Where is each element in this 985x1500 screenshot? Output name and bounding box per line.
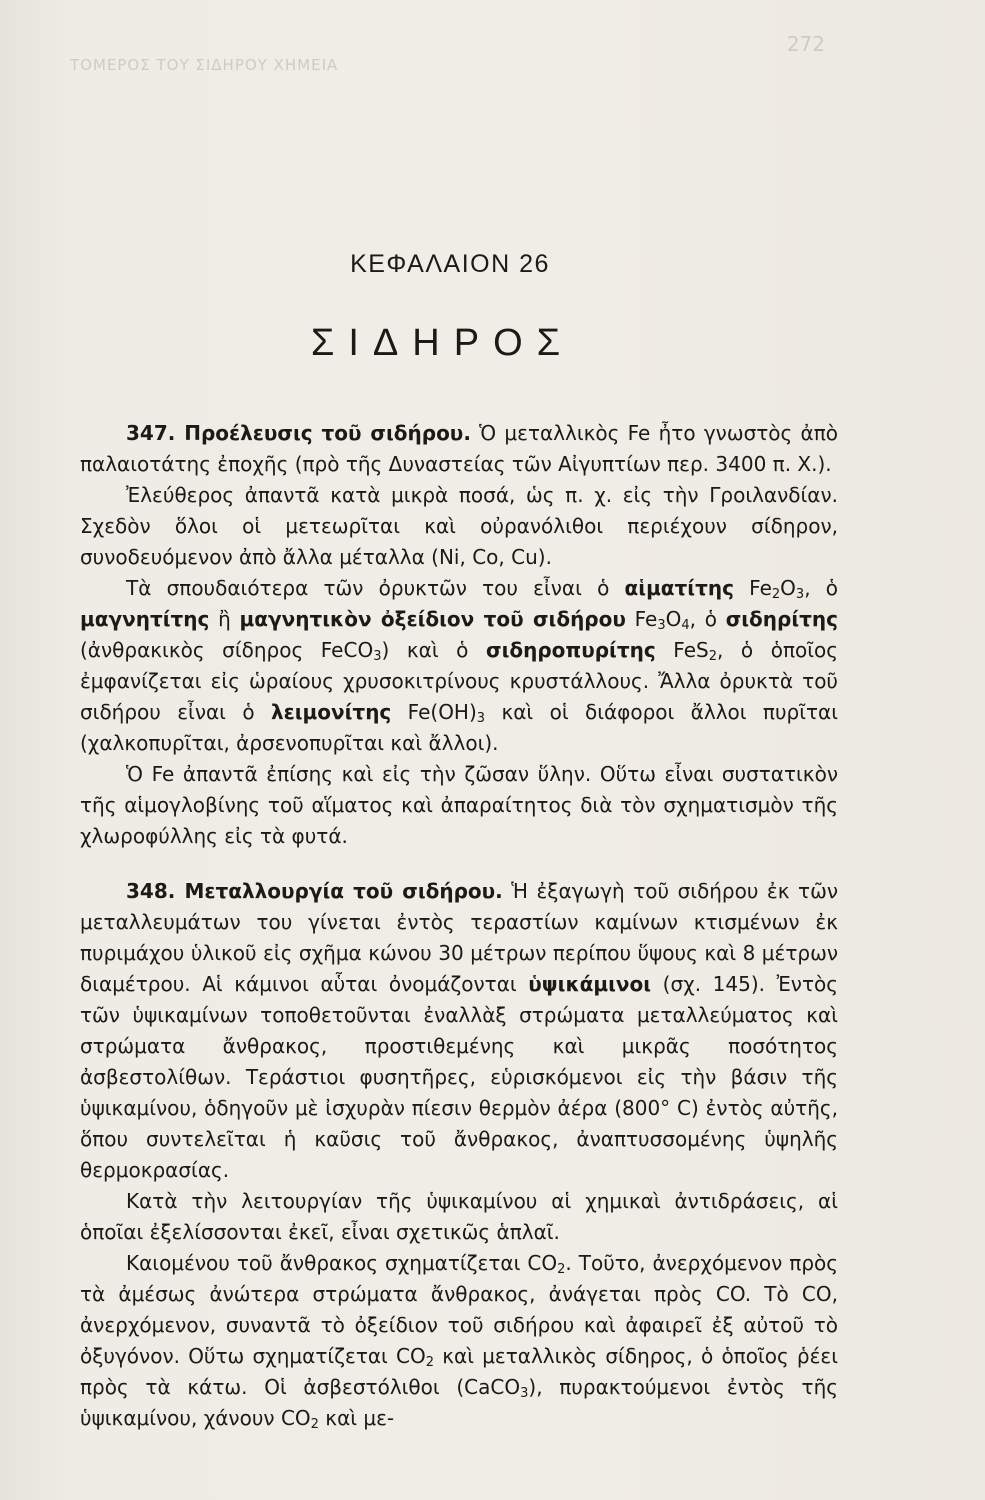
page-title: ΣΙΔΗΡΟΣ (310, 322, 575, 364)
text-run: Τὰ σπουδαιότερα τῶν ὀρυκτῶν του εἶναι ὁ (126, 576, 625, 600)
body-text (80, 418, 838, 1434)
text-run: καὶ μεταλλικὸς σίδηρος, ὁ ὁποῖος ῥέει πρὸς τὰ κάτω. Οἱ ἀσβεστόλιθοι (CaCO (80, 1344, 839, 1399)
subscript: 3 (795, 587, 805, 602)
chapter-heading: ΚΕΦΑΛΑΙΟΝ 26 (350, 250, 550, 278)
text-run: Ἡ ἐξαγωγὴ τοῦ σιδήρου ἐκ τῶν μεταλλευμάτων του γίνεται ἐντὸς τεραστίων καμίνων κτισμένων ἐκ πυριμάχου ὑλικοῦ εἰς σχῆμα κώνου 30 μέτρων περίπου ὕψους καὶ 8 μέτρων διαμέτρου. Αἱ κάμινοι αὗται ὀνομάζονται (80, 879, 838, 996)
formula-run: Fe (625, 607, 658, 631)
formula-run: O (780, 576, 796, 600)
term-siderite: σιδηρίτης (725, 607, 839, 631)
term-magnetite: μαγνητίτης (80, 607, 210, 631)
section-348-paragraph-1 (80, 876, 838, 1186)
text-run: Καιομένου τοῦ ἄνθρακος σχηματίζεται CO (126, 1251, 558, 1275)
text-run: ἢ (209, 607, 240, 631)
term-haematite: αἱματίτης (624, 576, 734, 600)
text-run: Ὁ μεταλλικὸς Fe ἦτο γνωστὸς ἀπὸ παλαιοτάτης ἐποχῆς (πρὸ τῆς Δυναστείας τῶν Αἰγυπτίων περ. 3400 π. Χ.). (80, 421, 838, 476)
subscript: 2 (557, 1262, 566, 1277)
subscript: 4 (681, 618, 690, 633)
subscript: 2 (708, 649, 717, 664)
section-347-paragraph-3 (80, 573, 838, 759)
subscript: 3 (476, 711, 486, 726)
term-limonite: λειμονίτης (270, 700, 392, 724)
section-348-paragraph-3 (80, 1248, 838, 1434)
subscript: 2 (310, 1417, 319, 1432)
text-run: ), πυρακτούμενοι ἐντὸς τῆς ὑψικαμίνου, χάνουν CO (80, 1375, 838, 1430)
text-run: , ὁ (804, 576, 839, 600)
formula-run: Fe(OH) (391, 700, 477, 724)
text-run: καὶ οἱ διάφοροι ἄλλοι πυρῖται (χαλκοπυρῖται, ἀρσενοπυρῖται καὶ ἄλλοι). (80, 700, 838, 755)
section-347-paragraph-1 (80, 418, 838, 480)
term-magnetic-oxide: μαγνητικὸν ὀξείδιον τοῦ σιδήρου (239, 607, 626, 631)
formula-run: FeS (655, 638, 709, 662)
text-run: . Τοῦτο, ἀνερχόμενον πρὸς τὰ ἀμέσως ἀνώτερα στρώματα ἄνθρακος, ἀνάγεται πρὸς CO. Τὸ CO, ἀνερχόμενον, συναντᾶ τὸ ὀξείδιον τοῦ σιδήρου καὶ ἀφαιρεῖ ἐξ αὐτοῦ τὸ ὀξυγόνον. Οὕτω σχηματίζεται CO (80, 1251, 838, 1368)
text-run: (σχ. 145). Ἐντὸς τῶν ὑψικαμίνων τοποθετοῦνται ἐναλλὰξ στρώματα μεταλλεύματος καὶ στρώματα ἄνθρακος, προστιθεμένης καὶ μικρᾶς ποσότητος ἀσβεστολίθων. Τεράστιοι φυσητῆρες, εὑρισκόμενοι εἰς τὴν βάσιν τῆς ὑψικαμίνου, ὁδηγοῦν μὲ ἰσχυρὰν πίεσιν θερμὸν ἀέρα (800° C) ἐντὸς αὐτῆς, ὅπου συντελεῖται ἡ καῦσις τοῦ ἄνθρακος, ἀναπτυσσομένης ὑψηλῆς θερμοκρασίας. (80, 972, 838, 1182)
term-blast-furnace: ὑψικάμινοι (528, 972, 652, 996)
section-348-heading: 348. Μεταλλουργία τοῦ σιδήρου. (126, 879, 503, 903)
section-348-paragraph-2: Κατὰ τὴν λειτουργίαν τῆς ὑψικαμίνου αἱ χημικαὶ ἀντιδράσεις, αἱ ὁποῖαι ἐξελίσσονται ἐκεῖ, εἶναι σχετικῶς ἁπλαῖ. (80, 1189, 838, 1244)
subscript: 2 (771, 587, 781, 602)
section-347-paragraph-4: Ὁ Fe ἀπαντᾶ ἐπίσης καὶ εἰς τὴν ζῶσαν ὕλην. Οὕτω εἶναι συστατικὸν τῆς αἱμογλοβίνης τοῦ αἵματος καὶ ἀπαραίτητος διὰ τὸν σχηματισμὸν τῆς χλωροφύλλης εἰς τὰ φυτά. (80, 762, 838, 848)
subscript: 2 (425, 1355, 435, 1370)
page-number: 272 (786, 32, 825, 56)
formula-run: O (665, 607, 682, 631)
section-347-paragraph-2: Ἐλεύθερος ἀπαντᾶ κατὰ μικρὰ ποσά, ὡς π. χ. εἰς τὴν Γροιλανδίαν. Σχεδὸν ὅλοι οἱ μετεωρῖται καὶ οὐρανόλιθοι περιέχουν σίδηρον, συνοδευόμενον ἀπὸ ἄλλα μέταλλα (Ni, Co, Cu). (80, 483, 838, 569)
formula-run: Fe (733, 576, 772, 600)
text-run: καὶ με- (318, 1406, 395, 1430)
term-pyrite: σιδηροπυρίτης (486, 638, 656, 662)
subscript: 3 (657, 618, 666, 633)
text-run: , ὁ (689, 607, 726, 631)
running-head: ΤΟΜΕΡΟΣ ΤΟΥ ΣΙΔΗΡΟΥ ΧΗΜΕΙΑ (70, 56, 339, 74)
text-run: , ὁ ὁποῖος ἐμφανίζεται εἰς ὡραίους χρυσοκιτρίνους κρυστάλλους. Ἄλλα ὀρυκτὰ τοῦ σιδήρου εἶναι ὁ (80, 638, 838, 724)
text-run: (ἀνθρακικὸς σίδηρος FeCO (80, 638, 374, 662)
subscript: 3 (520, 1386, 529, 1401)
section-347-heading: 347. Προέλευσις τοῦ σιδήρου. (126, 421, 471, 445)
text-run: ) καὶ ὁ (381, 638, 486, 662)
subscript: 3 (373, 649, 382, 664)
